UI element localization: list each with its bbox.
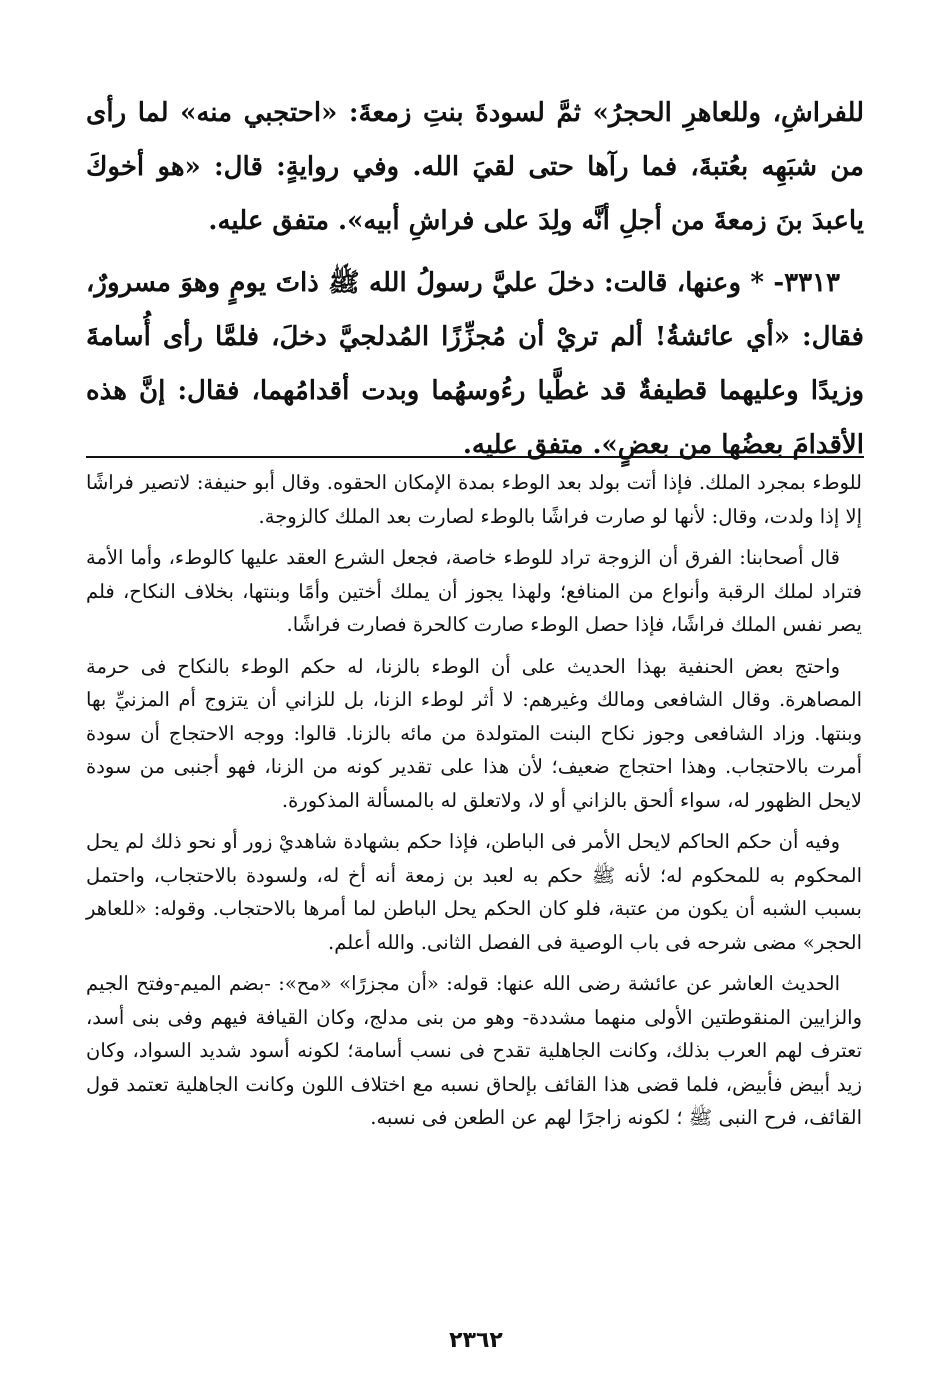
commentary-notes xyxy=(86,466,862,1143)
hadith-main-text xyxy=(86,86,864,480)
commentary-paragraph: وفيه أن حكم الحاكم لايحل الأمر فى الباطن، فإذا حكم بشهادة شاهديْ زور أو نحو ذلك لم يحل المحكوم به للمحكوم له؛ لأنه ﷺ حكم به لعبد بن زمعة أنه أخ له، ولسودة بالاحتجاب، واحتمل بسبب الشبه أن يكون من عتبة، فلو كان الحكم يحل الباطن لما أمرها بالاحتجاب. وقوله: «للعاهر الحجر» مضى شرحه فى باب الوصية فى الفصل الثانى. والله أعلم. xyxy=(86,830,862,954)
footnote-separator-line xyxy=(86,456,864,458)
commentary-paragraph: الحديث العاشر عن عائشة رضى الله عنها: قوله: «أن مجزرًا» «مح»: -بضم الميم-وفتح الجيم والزايين المنقوطتين الأولى منهما مشددة- وهو من بنى مدلج، وكان القيافة فيهم وفى بنى أسد، تعترف لهم العرب بذلك، وكانت الجاهلية تقدح فى نسب أسامة؛ لكونه أسود شديد السواد، وكان زيد أبيض فأبيض، فلما قضى هذا القائف بإلحاق نسبه مع اختلاف اللون وكانت الجاهلية تعتمد قول القائف، فرح النبى ﷺ ؛ لكونه زاجرًا لهم عن الطعن فى نسبه. xyxy=(86,972,862,1129)
commentary-paragraph: للوطء بمجرد الملك. فإذا أتت بولد بعد الوطء بمدة الإمكان الحقوه. وقال أبو حنيفة: لاتصير فراشًا إلا إذا ولدت، وقال: لأنها لو صارت فراشًا بالوطء لصارت بعد الملك كالزوجة. xyxy=(86,471,862,528)
hadith-paragraph-3313: ٣٣١٣- * وعنها، قالت: دخلَ عليَّ رسولُ الله ﷺ ذاتَ يومٍ وهوَ مسرورٌ، فقال: «أي عائشةُ! ألم تريْ أن مُجزِّزًا المُدلجيَّ دخلَ، فلمَّا رأى أُسامةَ وزيدًا وعليهما قطيفةٌ قد غطَّيا رءُوسهُما وبدت أقدامُهما، فقال: إنَّ هذه الأقدامَ بعضُها من بعضٍ». متفق عليه. xyxy=(86,268,864,460)
commentary-paragraph: قال أصحابنا: الفرق أن الزوجة تراد للوطء خاصة، فجعل الشرع العقد عليها كالوطء، وأما الأمة فتراد لملك الرقبة وأنواع من المنافع؛ ولهذا يجوز أن يملك أختين وأمًا وبنتها، بخلاف النكاح، فلم يصر نفس الملك فراشًا، فإذا حصل الوطء صارت كالحرة فصارت فراشًا. xyxy=(86,546,862,636)
page-number: ٢٣٦٢ xyxy=(449,1328,503,1353)
commentary-paragraph: واحتج بعض الحنفية بهذا الحديث على أن الوطء بالزنا، له حكم الوطء بالنكاح فى حرمة المصاهرة. وقال الشافعى ومالك وغيرهم: لا أثر لوطء الزنا، بل للزاني أن يتزوج أم المزنيِّ بها وبنتها. وزاد الشافعى وجوز نكاح البنت المتولدة من مائه بالزنا. قالوا: ووجه الاحتجاج أن سودة أمرت بالاحتجاب. وهذا احتجاج ضعيف؛ لأن هذا على تقدير كونه من الزنا، فهو أجنبى من سودة لايحل الظهور له، سواء ألحق بالزاني أو لا، ولاتعلق له بالمسألة المذكورة. xyxy=(86,654,862,812)
hadith-paragraph-continuation: للفراشِ، وللعاهرِ الحجرُ» ثمَّ لسودةَ بنتِ زمعةَ: «احتجبي منه» لما رأى من شبَهِه بعُتبةَ، فما رآها حتى لقيَ الله. وفي روايةٍ: قال: «هو أخوكَ ياعبدَ بنَ زمعةَ من أجلِ أنَّه ولِدَ على فراشِ أبيه». متفق عليه. xyxy=(86,98,864,236)
